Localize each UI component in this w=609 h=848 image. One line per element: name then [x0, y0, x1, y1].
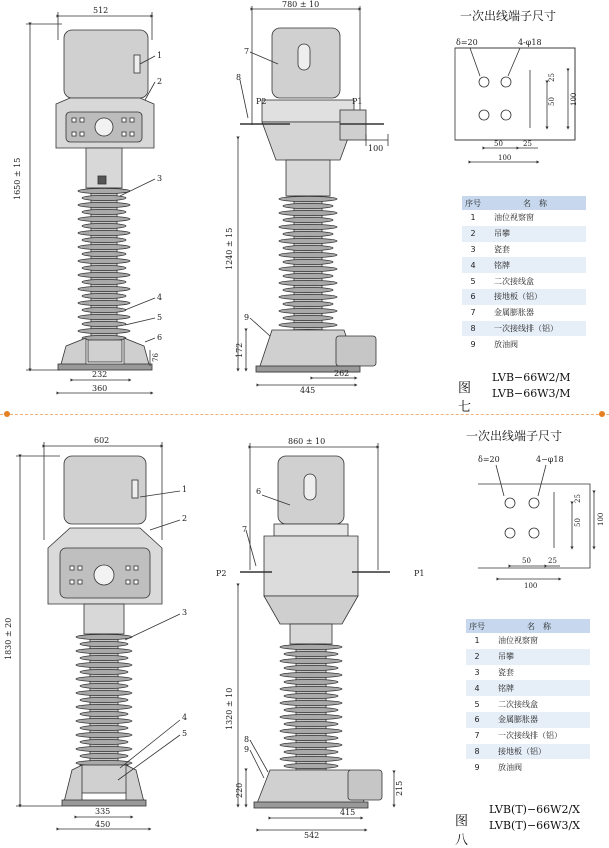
fig7-table-row	[462, 321, 586, 337]
fig8-side-view	[238, 443, 394, 830]
insulator-shed	[283, 245, 333, 250]
fig8-holes: 4−φ18	[536, 455, 564, 464]
fig8-d50h: 50	[522, 557, 531, 565]
insulator-shed	[284, 707, 338, 712]
fig7-p1-label: P1	[352, 97, 363, 106]
insulator-shed	[76, 704, 132, 709]
insulator-shed	[82, 223, 126, 228]
fig8-caption-model2: LVB(T)−66W3/X	[489, 819, 581, 832]
insulator-shed	[279, 252, 337, 257]
fig8-table-cell-no: 5	[474, 699, 480, 709]
insulator-shed	[284, 763, 338, 768]
fig8-caption-number: 图八	[455, 814, 469, 848]
fig8-part-7: 7	[242, 525, 248, 534]
fig7-d25h: 25	[523, 140, 532, 148]
insulator-shed	[76, 690, 132, 695]
insulator-shed	[82, 209, 126, 214]
fig7-table-cell-no: 2	[462, 226, 484, 242]
fig7-side-height-dim: 1240 ± 15	[225, 227, 234, 270]
fig7-p2-label: P2	[256, 97, 267, 106]
fig7-base2-dim: 360	[92, 384, 108, 393]
fig8-base2-side-dim: 542	[304, 831, 320, 840]
fig8-table-cell-name: 瓷套	[498, 667, 514, 677]
insulator-shed	[80, 753, 128, 758]
fig7-table-row	[462, 257, 586, 273]
fig7-d100v: 100	[570, 92, 578, 106]
insulator-shed	[76, 746, 132, 751]
insulator-shed	[80, 683, 128, 688]
insulator-shed	[279, 238, 337, 243]
insulator-shed	[82, 307, 126, 312]
fig8-part-4: 4	[182, 713, 188, 722]
fig7-terminal-title: 一次出线端子尺寸	[460, 9, 557, 23]
fig7-h2-dim: 172	[235, 342, 244, 358]
fig7-table-head-no: 序号	[462, 196, 484, 210]
fig8-height-dim: 1830 ± 20	[4, 617, 13, 660]
fig8-table-cell-no: 7	[474, 731, 480, 741]
fig7-table-cell-name: 接地板（铝）	[484, 289, 586, 305]
insulator-shed	[280, 700, 342, 705]
insulator-shed	[82, 279, 126, 284]
insulator-shed	[280, 756, 342, 761]
fig8-table-cell-no: 9	[474, 762, 480, 772]
insulator-shed	[78, 286, 130, 291]
insulator-shed	[76, 718, 132, 723]
fig8-table-row	[466, 633, 590, 649]
fig8-table-cell-name: 吊攀	[488, 649, 590, 665]
fig7-d50h: 50	[494, 140, 503, 148]
fig8-part-6: 6	[256, 487, 262, 496]
fig8-d100v: 100	[597, 512, 605, 526]
fig8-table-cell-name: 放油阀	[498, 762, 522, 772]
fig7-table-cell-no: 6	[462, 289, 484, 305]
insulator-shed	[76, 732, 132, 737]
fig7-front-view	[26, 12, 155, 393]
fig8-d25h: 25	[548, 557, 557, 565]
insulator-shed	[82, 237, 126, 242]
fig8-table-row	[466, 744, 590, 760]
insulator-shed	[284, 651, 338, 656]
fig8-table-cell-no: 4	[466, 680, 488, 696]
fig7-part-3: 3	[157, 174, 163, 183]
fig7-part-7: 7	[244, 47, 250, 56]
fig8-table-row	[466, 712, 590, 728]
fig8-table-row	[466, 680, 590, 696]
insulator-shed	[78, 300, 130, 305]
insulator-shed	[280, 658, 342, 663]
fig7-table-row	[462, 273, 586, 289]
insulator-shed	[76, 648, 132, 653]
insulator-shed	[280, 742, 342, 747]
insulator-shed	[283, 259, 333, 264]
fig8-side-height-dim: 1320 ± 10	[225, 687, 234, 730]
insulator-shed	[78, 328, 130, 333]
insulator-shed	[82, 251, 126, 256]
insulator-shed	[283, 315, 333, 320]
fig8-table-cell-name: 铭牌	[488, 680, 590, 696]
fig7-caption-model1: LVB−66W2/M	[492, 371, 571, 384]
divider-dot-left	[4, 411, 10, 417]
insulator-shed	[82, 293, 126, 298]
fig7-side-base-dim: 445	[300, 386, 316, 395]
fig8-table-cell-name: 油位视察窗	[498, 636, 538, 646]
fig7-table-row	[462, 289, 586, 305]
insulator-shed	[280, 672, 342, 677]
fig8-table-cell-name: 一次接线排（铝）	[498, 731, 562, 741]
fig8-d100h: 100	[524, 582, 538, 590]
insulator-shed	[78, 244, 130, 249]
fig7-part-5: 5	[157, 313, 163, 322]
insulator-shed	[78, 188, 130, 193]
fig8-table-cell-name: 二次接线盒	[498, 699, 538, 709]
fig7-table-row	[462, 336, 586, 352]
fig7-part-8: 8	[236, 73, 242, 82]
insulator-shed	[78, 216, 130, 221]
fig7-table-cell-no: 4	[462, 257, 484, 273]
fig7-caption-model2: LVB−66W3/M	[492, 387, 571, 400]
fig7-table-cell-name: 金属膨胀器	[494, 308, 534, 318]
insulator-shed	[80, 669, 128, 674]
insulator-shed	[78, 202, 130, 207]
fig7-table-row	[462, 226, 586, 242]
fig8-width-dim: 602	[94, 436, 110, 445]
insulator-shed	[283, 287, 333, 292]
fig7-table-cell-no: 9	[470, 339, 476, 349]
insulator-shed	[284, 749, 338, 754]
insulator-shed	[76, 662, 132, 667]
fig8-table-row	[466, 665, 590, 681]
fig8-side-width-dim: 860 ± 10	[288, 437, 326, 446]
fig8-part-8: 8	[244, 735, 250, 744]
fig7-width-dim: 512	[93, 6, 109, 15]
fig8-p2-label: P2	[216, 569, 227, 578]
insulator-shed	[78, 230, 130, 235]
insulator-shed	[80, 641, 128, 646]
fig7-table-head-name: 名 称	[484, 196, 586, 210]
fig8-table-cell-no: 1	[474, 636, 480, 646]
fig7-part-4: 4	[157, 293, 163, 302]
fig8-table-cell-name: 金属膨胀器	[488, 712, 590, 728]
fig7-table-cell-name: 二次接线盒	[494, 276, 534, 286]
section-divider	[0, 414, 609, 415]
fig7-table-cell-name: 油位视察窗	[494, 213, 534, 223]
insulator-shed	[283, 203, 333, 208]
fig7-d25v: 25	[548, 73, 556, 82]
fig7-table-cell-name: 铭牌	[484, 257, 586, 273]
fig8-caption-model1: LVB(T)−66W2/X	[489, 803, 581, 816]
fig7-table-cell-no: 1	[470, 213, 476, 223]
fig7-table-cell-name: 瓷套	[494, 244, 510, 254]
fig7-part-1: 1	[157, 51, 163, 60]
fig7-table-row	[462, 305, 586, 321]
fig7-table-row	[462, 210, 586, 226]
insulator-shed	[283, 273, 333, 278]
insulator-shed	[283, 217, 333, 222]
insulator-shed	[283, 231, 333, 236]
fig8-delta: δ=20	[478, 455, 500, 464]
insulator-shed	[279, 308, 337, 313]
insulator-shed	[82, 265, 126, 270]
fig7-small-dim: 76	[152, 353, 160, 362]
fig8-h3-dim: 215	[395, 780, 404, 796]
fig7-table-row	[462, 242, 586, 258]
insulator-shed	[279, 280, 337, 285]
fig8-table-head-no: 序号	[466, 619, 488, 633]
insulator-shed	[78, 258, 130, 263]
fig7-side-off-dim: 262	[334, 369, 350, 378]
fig7-table-cell-no: 8	[462, 321, 484, 337]
insulator-shed	[78, 272, 130, 277]
fig7-caption-number: 图七	[458, 381, 472, 415]
insulator-shed	[78, 314, 130, 319]
fig8-parts-table	[466, 619, 590, 775]
fig7-delta: δ=20	[456, 38, 478, 47]
fig8-part-3: 3	[182, 608, 188, 617]
fig8-table-cell-no: 2	[466, 649, 488, 665]
fig8-d25v: 25	[574, 494, 582, 503]
insulator-shed	[279, 266, 337, 271]
fig8-base1-dim: 335	[95, 807, 111, 816]
fig7-side-view	[238, 6, 388, 385]
insulator-shed	[80, 697, 128, 702]
insulator-shed	[280, 728, 342, 733]
fig7-box-dim: 100	[368, 144, 384, 153]
fig7-table-cell-name: 一次接线排（铝）	[484, 321, 586, 337]
insulator-shed	[283, 301, 333, 306]
fig7-table-cell-name: 吊攀	[484, 226, 586, 242]
fig8-table-cell-no: 8	[466, 744, 488, 760]
insulator-shed	[284, 721, 338, 726]
fig7-part-6: 6	[157, 333, 163, 342]
fig8-part-9: 9	[244, 745, 250, 754]
fig8-part-1: 1	[182, 485, 188, 494]
divider-dot-right	[599, 411, 605, 417]
insulator-shed	[284, 693, 338, 698]
insulator-shed	[82, 321, 126, 326]
fig8-table-row	[466, 696, 590, 712]
insulator-shed	[82, 195, 126, 200]
insulator-shed	[284, 735, 338, 740]
insulator-shed	[279, 322, 337, 327]
fig8-base2-dim: 450	[95, 820, 111, 829]
fig8-part-5: 5	[182, 729, 188, 738]
fig7-d100h: 100	[498, 154, 512, 162]
fig8-terminal-title: 一次出线端子尺寸	[466, 429, 563, 443]
fig8-front-view	[16, 442, 180, 829]
fig8-table-row	[466, 649, 590, 665]
insulator-shed	[279, 210, 337, 215]
insulator-shed	[284, 665, 338, 670]
insulator-shed	[80, 711, 128, 716]
fig7-parts-table	[462, 196, 586, 352]
insulator-shed	[280, 686, 342, 691]
insulator-shed	[280, 714, 342, 719]
fig8-d50v: 50	[574, 518, 582, 527]
fig7-table-cell-no: 7	[470, 308, 476, 318]
fig7-part-9: 9	[244, 313, 250, 322]
fig8-table-cell-no: 6	[466, 712, 488, 728]
fig7-holes: 4-φ18	[518, 38, 542, 47]
fig8-table-cell-name: 接地板（铝）	[488, 744, 590, 760]
fig7-table-cell-no: 3	[470, 244, 476, 254]
insulator-shed	[279, 196, 337, 201]
fig8-table-row	[466, 759, 590, 775]
fig7-d50v: 50	[548, 97, 556, 106]
fig8-table-row	[466, 728, 590, 744]
fig8-p1-label: P1	[414, 569, 425, 578]
insulator-shed	[80, 739, 128, 744]
fig7-table-cell-no: 5	[470, 276, 476, 286]
insulator-shed	[76, 634, 132, 639]
insulator-shed	[80, 725, 128, 730]
fig7-terminal-drawing	[455, 48, 575, 162]
fig7-height-dim: 1650 ± 15	[13, 157, 22, 200]
fig8-h2-dim: 220	[235, 782, 244, 798]
insulator-shed	[76, 676, 132, 681]
fig7-table-cell-name: 放油阀	[494, 339, 518, 349]
insulator-shed	[279, 224, 337, 229]
insulator-shed	[284, 679, 338, 684]
insulator-shed	[279, 294, 337, 299]
fig8-base1-side-dim: 415	[340, 808, 356, 817]
fig8-table-head-name: 名 称	[488, 619, 590, 633]
insulator-shed	[280, 644, 342, 649]
fig7-part-2: 2	[157, 77, 163, 86]
fig7-side-width-dim: 780 ± 10	[282, 0, 320, 9]
insulator-shed	[80, 655, 128, 660]
fig8-table-cell-no: 3	[474, 667, 480, 677]
fig8-part-2: 2	[182, 514, 188, 523]
fig7-base1-dim: 232	[92, 370, 108, 379]
